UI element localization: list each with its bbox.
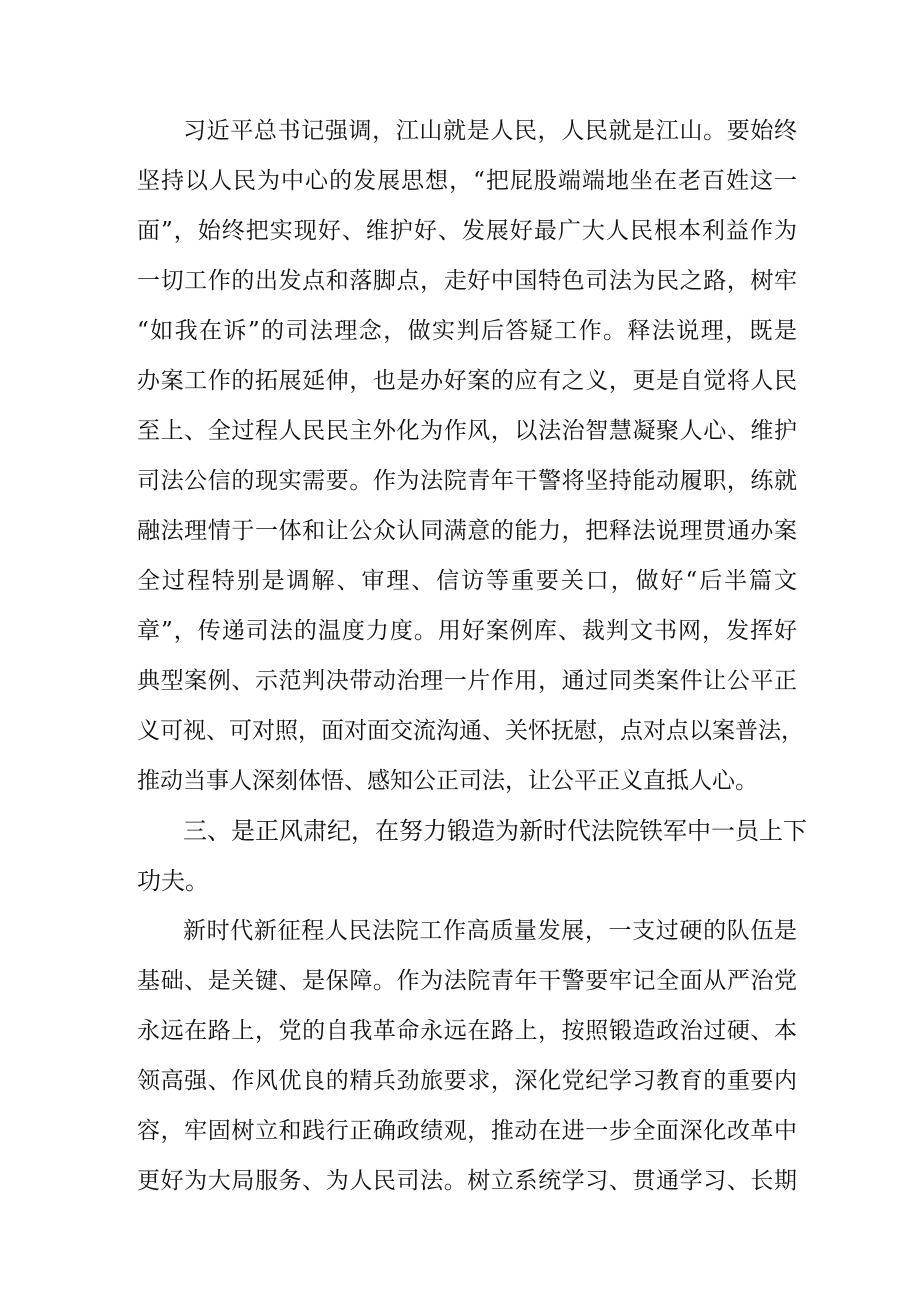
paragraph-2-line-5: 容，牢固树立和践行正确政绩观，推动在进一步全面深化改革中 bbox=[137, 1118, 797, 1144]
paragraph-1-line-1: 习近平总书记强调，江山就是人民，人民就是江山。要始终 bbox=[183, 118, 797, 144]
paragraph-1-line-3: 面”，始终把实现好、维护好、发展好最广大人民根本利益作为 bbox=[137, 218, 797, 244]
section-heading-line-1: 三、是正风肃纪，在努力锻造为新时代法院铁军中一员上下 bbox=[183, 817, 807, 845]
paragraph-1-line-6: 办案工作的拓展延伸，也是办好案的应有之义，更是自觉将人民 bbox=[137, 368, 797, 394]
paragraph-2-line-2: 基础、是关键、是保障。作为法院青年干警要牢记全面从严治党 bbox=[137, 968, 797, 994]
paragraph-2-line-4: 领高强、作风优良的精兵劲旅要求，深化党纪学习教育的重要内 bbox=[137, 1068, 797, 1094]
paragraph-1-line-5: “如我在诉”的司法理念，做实判后答疑工作。释法说理，既是 bbox=[137, 318, 797, 344]
paragraph-1-line-13: 义可视、可对照，面对面交流沟通、关怀抚慰，点对点以案普法， bbox=[137, 718, 804, 744]
paragraph-1-line-12: 典型案例、示范判决带动治理一片作用，通过同类案件让公平正 bbox=[137, 668, 797, 694]
paragraph-1-line-14: 推动当事人深刻体悟、感知公正司法，让公平正义直抵人心。 bbox=[137, 768, 758, 794]
paragraph-1-line-11: 章”，传递司法的温度力度。用好案例库、裁判文书网，发挥好 bbox=[137, 618, 797, 644]
paragraph-1-line-2: 坚持以人民为中心的发展思想，“把屁股端端地坐在老百姓这一 bbox=[137, 168, 797, 194]
paragraph-1-line-8: 司法公信的现实需要。作为法院青年干警将坚持能动履职，练就 bbox=[137, 468, 797, 494]
paragraph-1-line-7: 至上、全过程人民民主外化为作风，以法治智慧凝聚人心、维护 bbox=[137, 418, 797, 444]
paragraph-1-line-10: 全过程特别是调解、审理、信访等重要关口，做好“后半篇文 bbox=[137, 568, 797, 594]
paragraph-2-line-6: 更好为大局服务、为人民司法。树立系统学习、贯通学习、长期 bbox=[137, 1168, 797, 1194]
paragraph-2-line-1: 新时代新征程人民法院工作高质量发展，一支过硬的队伍是 bbox=[183, 918, 797, 944]
paragraph-1-line-9: 融法理情于一体和让公众认同满意的能力，把释法说理贯通办案 bbox=[137, 518, 797, 544]
paragraph-2-line-3: 永远在路上，党的自我革命永远在路上，按照锻造政治过硬、本 bbox=[137, 1018, 797, 1044]
section-heading-line-2: 功夫。 bbox=[137, 867, 209, 895]
paragraph-1-line-4: 一切工作的出发点和落脚点，走好中国特色司法为民之路，树牢 bbox=[137, 268, 797, 294]
